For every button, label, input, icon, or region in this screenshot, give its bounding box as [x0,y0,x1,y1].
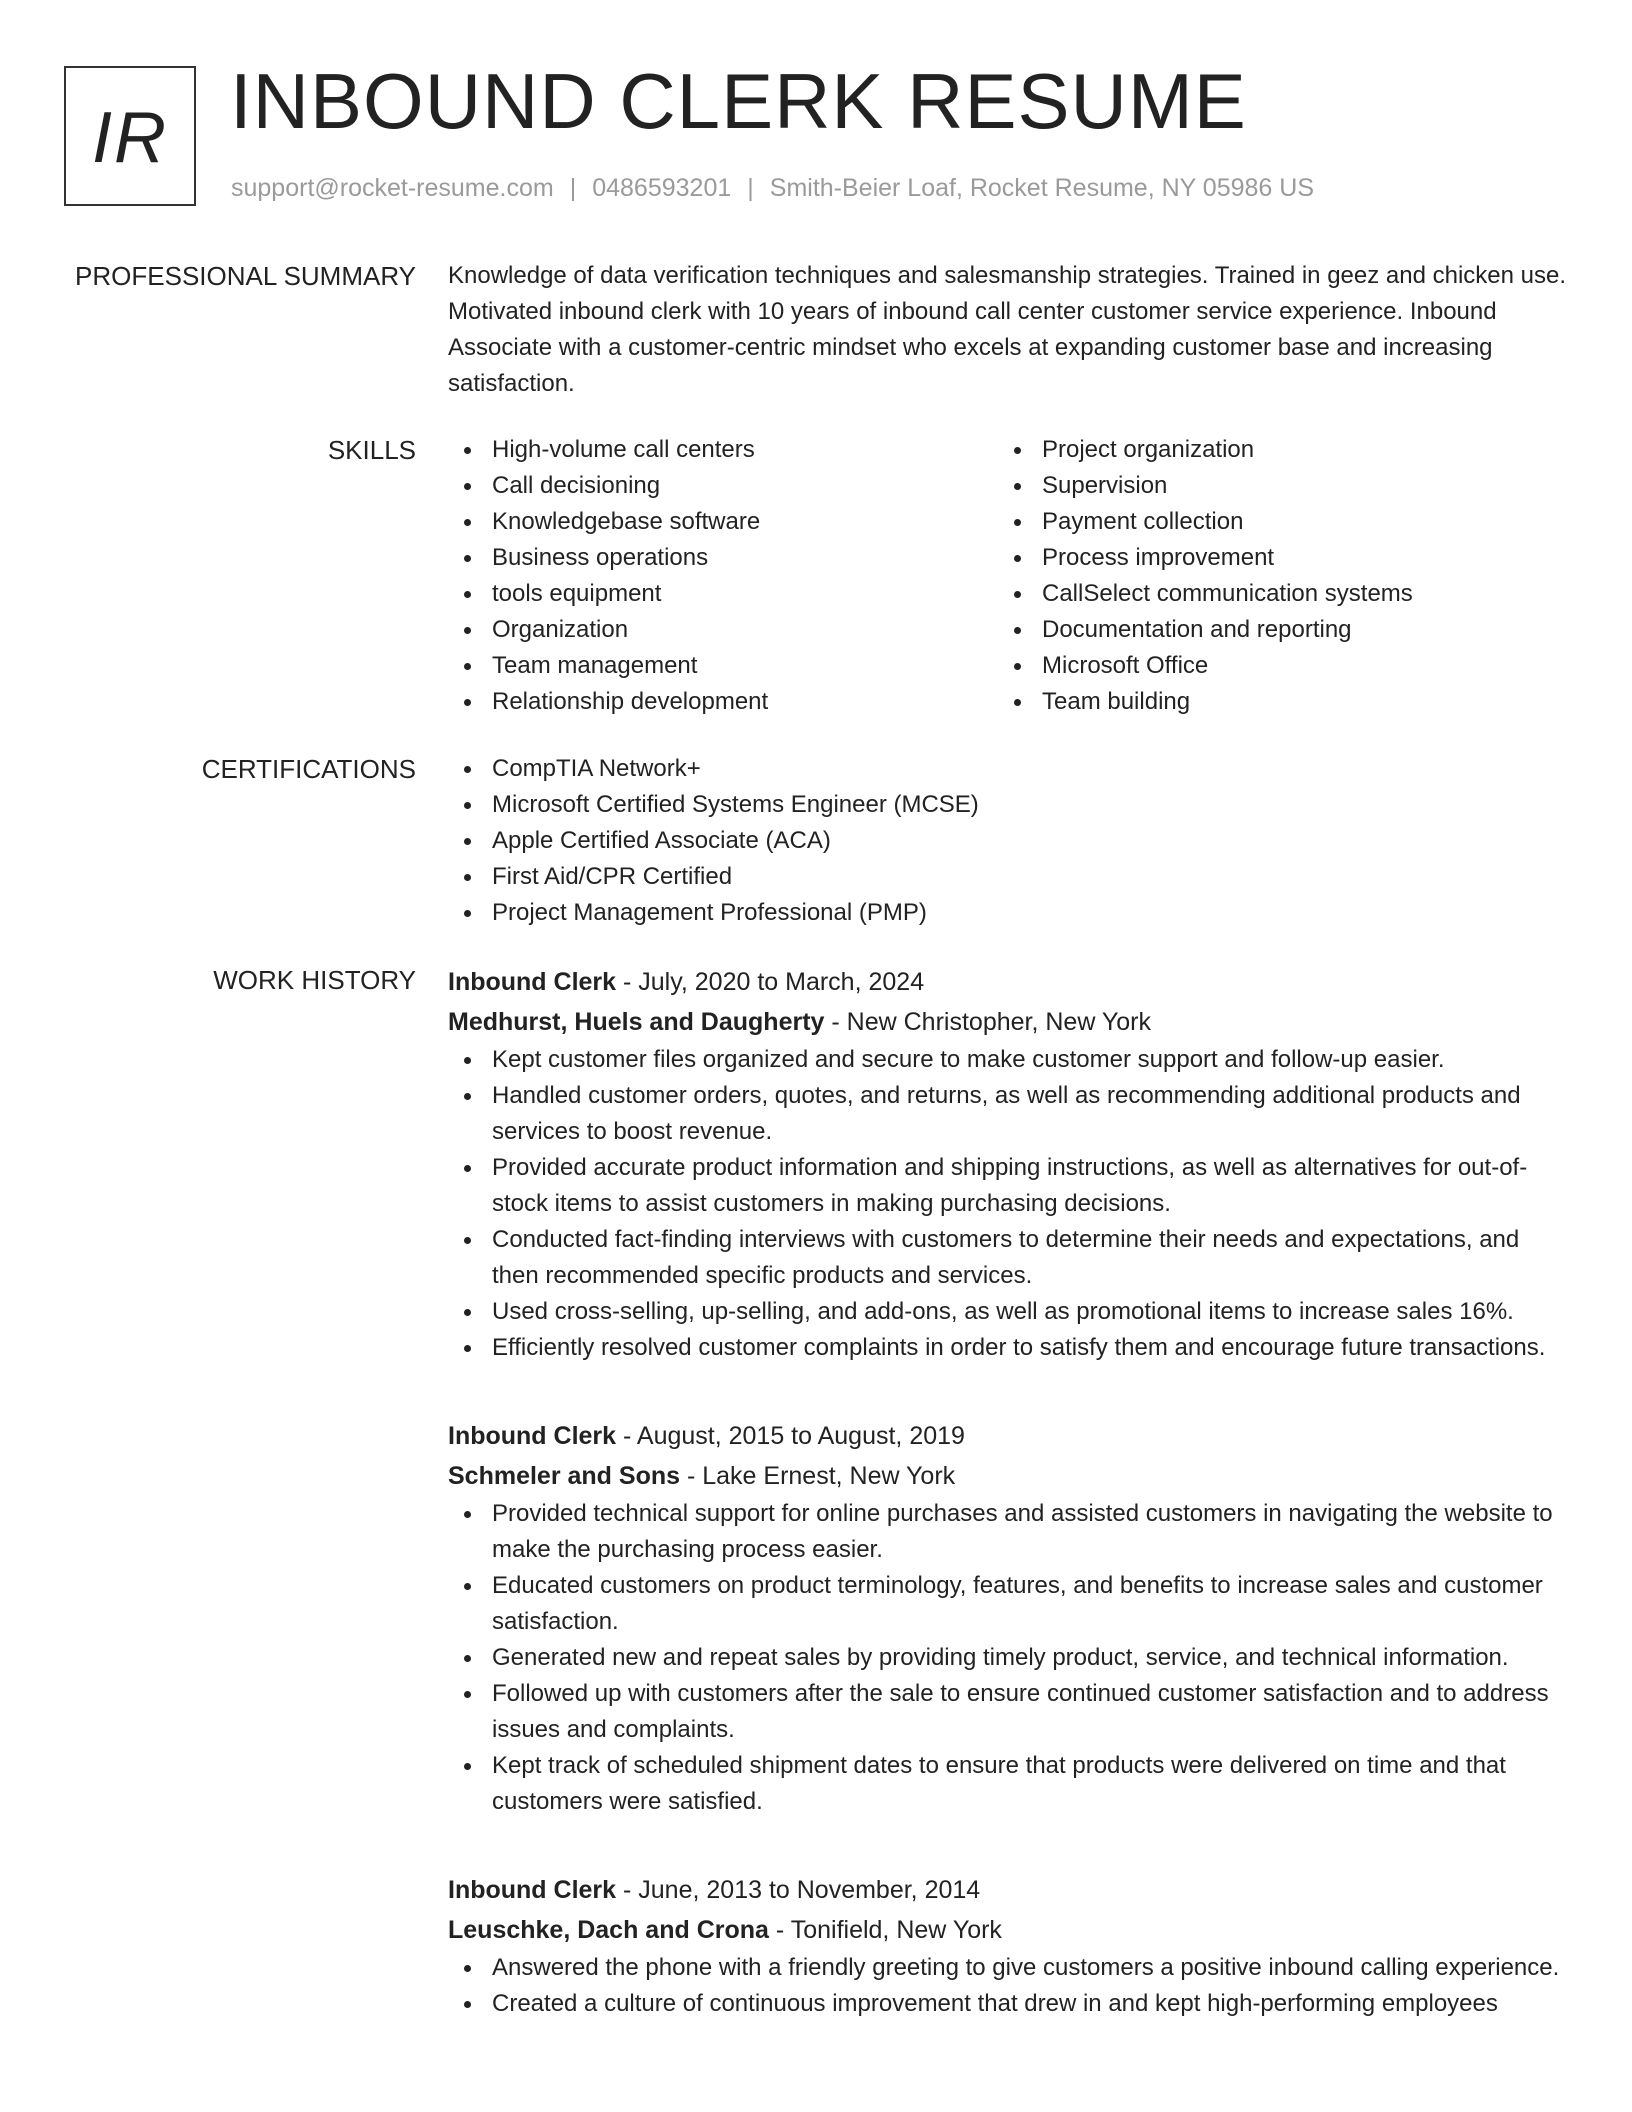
job-duty-item-text: Provided accurate product information and shipping instructions, as well as alternatives for out-of-stock items to assist customers in making purchasing decisions. [492,1154,1528,1217]
job-duty-item [448,1568,1568,1640]
bullet-dot-icon [464,1345,471,1352]
skill-item [448,612,998,648]
job-title-line [448,1416,1568,1456]
contact-address: Smith-Beier Loaf, Rocket Resume, NY 05986 US [769,174,1315,202]
certification-item [448,787,1568,823]
bullet-dot-icon [464,766,471,773]
bullet-dot-icon [1014,555,1021,562]
bullet-dot-icon [464,1237,471,1244]
contact-separator: | [569,174,577,202]
job-duty-item-text: Kept track of scheduled shipment dates to ensure that products were delivered on time and that customers were satisfied. [492,1752,1506,1815]
skill-item [998,432,1548,468]
job-duties-list [448,1950,1568,2022]
skills-heading: SKILLS [327,435,416,465]
job-location: - Lake Ernest, New York [680,1462,956,1490]
job-duty-item [448,1330,1568,1366]
certification-item [448,859,1568,895]
skill-item-text: Relationship development [492,688,769,715]
job-duty-item [448,1748,1568,1820]
bullet-dot-icon [464,627,471,634]
bullet-dot-icon [464,1309,471,1316]
bullet-dot-icon [464,483,471,490]
skill-item [998,684,1548,720]
bullet-dot-icon [1014,591,1021,598]
job-entry [448,962,1568,1366]
job-duty-item [448,1676,1568,1748]
skill-item [448,576,998,612]
skill-item-text: Process improvement [1042,544,1275,571]
job-duty-item [448,1294,1568,1330]
job-location: - Tonifield, New York [768,1916,1002,1944]
job-duties-list [448,1496,1568,1820]
bullet-dot-icon [1014,447,1021,454]
jobs-container [448,962,1568,2072]
skill-item [998,504,1548,540]
job-title-line [448,1870,1568,1910]
job-duty-item [448,1640,1568,1676]
skill-item-text: Supervision [1042,472,1168,499]
job-duty-item-text: Created a culture of continuous improvement that drew in and kept high-performing employees [492,1990,1498,2017]
job-duty-item [448,1042,1568,1078]
job-company: Medhurst, Huels and Daugherty [448,1008,825,1036]
skill-item-text: CallSelect communication systems [1042,580,1413,607]
skill-item-text: Team management [492,652,698,679]
bullet-dot-icon [464,838,471,845]
certification-item [448,895,1568,931]
certifications-heading: CERTIFICATIONS [201,754,416,784]
bullet-dot-icon [464,519,471,526]
skill-item-text: Call decisioning [492,472,661,499]
job-duty-item-text: Conducted fact-finding interviews with customers to determine their needs and expectations, and then recommended specific products and services. [492,1226,1520,1289]
skill-item [998,576,1548,612]
certification-item [448,751,1568,787]
bullet-dot-icon [464,447,471,454]
job-duty-item [448,1150,1568,1222]
skill-item [448,432,998,468]
certification-item [448,823,1568,859]
skills-list-right [998,432,1548,720]
skill-item-text: Organization [492,616,629,643]
job-duty-item-text: Efficiently resolved customer complaints in order to satisfy them and encourage future transactions. [492,1334,1546,1361]
job-entry [448,1870,1568,2022]
bullet-dot-icon [464,1057,471,1064]
skill-item [448,684,998,720]
job-company-line [448,1910,1568,1950]
job-duty-item-text: Answered the phone with a friendly greeting to give customers a positive inbound calling experience. [492,1954,1560,1981]
bullet-dot-icon [464,2001,471,2008]
job-location: - New Christopher, New York [824,1008,1151,1036]
job-entry [448,1416,1568,1820]
bullet-dot-icon [464,699,471,706]
certification-item-text: Project Management Professional (PMP) [492,899,927,926]
skill-item [448,504,998,540]
contact-email: support@rocket-resume.com [231,174,554,202]
job-duty-item-text: Handled customer orders, quotes, and returns, as well as recommending additional products and services to boost revenue. [492,1082,1521,1145]
job-duty-item-text: Followed up with customers after the sale to ensure continued customer satisfaction and to address issues and complaints. [492,1680,1549,1743]
bullet-dot-icon [464,555,471,562]
skill-item-text: Business operations [492,544,709,571]
bullet-dot-icon [1014,627,1021,634]
job-duty-item [448,1986,1568,2022]
bullet-dot-icon [1014,483,1021,490]
bullet-dot-icon [464,910,471,917]
job-duty-item [448,1950,1568,1986]
certification-item-text: First Aid/CPR Certified [492,863,733,890]
summary-text: Knowledge of data verification techniques and salesmanship strategies. Trained in geez and chicken use. Motivated inbound clerk with 10 years of inbound call center customer service experience. Inbound Associate with a customer-centric mindset who excels at expanding customer base and increasing satisfaction. [448,262,1567,397]
job-role: Inbound Clerk [448,968,617,996]
job-dates: - July, 2020 to March, 2024 [616,968,925,996]
skill-item-text: Documentation and reporting [1042,616,1352,643]
job-dates: - August, 2015 to August, 2019 [616,1422,965,1450]
skill-item [998,540,1548,576]
bullet-dot-icon [464,1655,471,1662]
bullet-dot-icon [464,1511,471,1518]
work-history-heading: WORK HISTORY [213,965,416,995]
bullet-dot-icon [464,591,471,598]
certification-item-text: Apple Certified Associate (ACA) [492,827,831,854]
skill-item-text: Team building [1042,688,1191,715]
job-duty-item-text: Kept customer files organized and secure to make customer support and follow-up easier. [492,1046,1445,1073]
bullet-dot-icon [464,802,471,809]
skill-item [448,540,998,576]
skills-list-left [448,432,998,720]
bullet-dot-icon [1014,663,1021,670]
skill-item-text: tools equipment [492,580,662,607]
job-duty-item-text: Used cross-selling, up-selling, and add-ons, as well as promotional items to increase sales 16%. [492,1298,1514,1325]
job-duty-item [448,1496,1568,1568]
skill-item [448,468,998,504]
job-duty-item-text: Provided technical support for online purchases and assisted customers in navigating the website to make the purchasing process easier. [492,1500,1553,1563]
job-role: Inbound Clerk [448,1876,617,1904]
job-dates: - June, 2013 to November, 2014 [616,1876,981,1904]
contact-phone: 0486593201 [592,174,732,202]
job-duty-item-text: Educated customers on product terminology, features, and benefits to increase sales and customer satisfaction. [492,1572,1543,1635]
contact-separator: | [747,174,754,202]
certification-item-text: CompTIA Network+ [492,755,701,782]
bullet-dot-icon [1014,699,1021,706]
job-duty-item-text: Generated new and repeat sales by providing timely product, service, and technical information. [492,1644,1509,1671]
job-role: Inbound Clerk [448,1422,617,1450]
bullet-dot-icon [464,874,471,881]
skill-item [448,648,998,684]
bullet-dot-icon [464,1691,471,1698]
job-duties-list [448,1042,1568,1366]
bullet-dot-icon [464,1583,471,1590]
bullet-dot-icon [464,1965,471,1972]
job-duty-item [448,1222,1568,1294]
certification-item-text: Microsoft Certified Systems Engineer (MCSE) [492,791,979,818]
skill-item [998,468,1548,504]
job-title-line [448,962,1568,1002]
skill-item-text: High-volume call centers [492,436,755,463]
bullet-dot-icon [464,1165,471,1172]
skill-item [998,648,1548,684]
bullet-dot-icon [464,663,471,670]
initials-monogram [64,66,196,206]
bullet-dot-icon [1014,519,1021,526]
skill-item-text: Microsoft Office [1042,652,1209,679]
bullet-dot-icon [464,1093,471,1100]
job-company-line [448,1456,1568,1496]
initials-text: IR [92,98,168,178]
job-company: Leuschke, Dach and Crona [448,1916,769,1944]
skill-item-text: Payment collection [1042,508,1244,535]
job-company: Schmeler and Sons [448,1462,681,1490]
skill-item-text: Knowledgebase software [492,508,761,535]
job-duty-item [448,1078,1568,1150]
contact-line [231,174,1314,203]
skill-item [998,612,1548,648]
resume-title: INBOUND CLERK RESUME [230,57,1247,145]
bullet-dot-icon [464,1763,471,1770]
skill-item-text: Project organization [1042,436,1255,463]
job-company-line [448,1002,1568,1042]
summary-heading: PROFESSIONAL SUMMARY [75,261,416,291]
certifications-list [448,751,1568,931]
